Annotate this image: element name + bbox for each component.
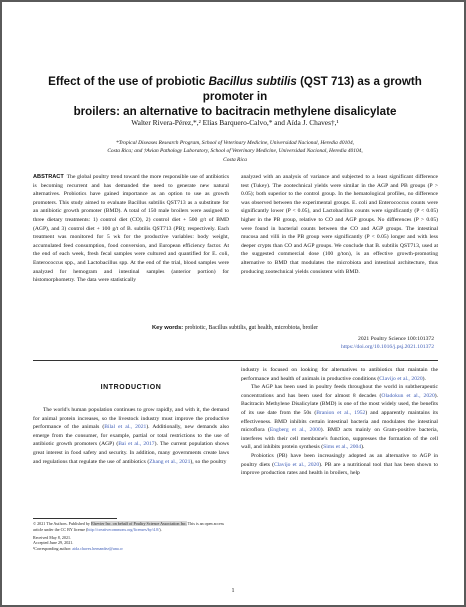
paper-title bbox=[28, 74, 442, 119]
affiliations bbox=[22, 139, 448, 164]
page-number: 1 bbox=[231, 588, 235, 594]
introduction-heading: INTRODUCTION bbox=[100, 384, 162, 391]
citation-link[interactable]: Bai et al., 2017 bbox=[118, 441, 155, 448]
copyright-notice: © 2021 The Authors. Published by Elsevier Inc. on behalf of Poultry Science Association Inc. This is an open access article under the CC BY license (http://creativecommons.org/licenses/by/4.0/). bbox=[33, 521, 225, 532]
author-list: Walter Rivera-Pérez,*,² Elías Barquero-Calvo,* and Aída J. Chaves†,¹ bbox=[131, 118, 339, 127]
citation-link[interactable]: Bilal et al., 2021 bbox=[104, 424, 147, 431]
email-link[interactable]: aida.chaves.hernandez@una.cr bbox=[72, 546, 123, 552]
abstract-right-column: analyzed with an analysis of variance and subjected to a least significant difference test (Tukey). The zootechnical yields were similar in the AGP and PB groups (P > 0.05); both superior to the control group. In the hematological profiles, no difference was observed between the experimental groups. E. coli and Enterococcus counts were significantly lower (P < 0.05), and Lactobacillus counts were significantly (P < 0.05) higher in the PB group, relative to CO and AGP groups. No differences (P > 0.05) were found in bacterial counts between the CO and AGP groups. The intestinal mucosa and villi in the PB group were significantly (P < 0.05) longer and with less deeper crypts than CO and AGP groups. We conclude that B. subtilis QST713, used at the suggested commercial dose (100 g/ton), is an effective growth-promoting alternative to BMD that modulates the microbiota and intestinal architecture, thus producing zootechnical yields consistent with BMD. bbox=[241, 174, 438, 275]
citation-link[interactable]: Clavijo et al., 2020 bbox=[274, 461, 320, 468]
affiliation-line: *Tropical Diseases Research Program, School of Veterinary Medicine, Universidad Nacional, Heredia 40104, bbox=[116, 140, 354, 146]
abstract-text: The global poultry trend toward the more responsible use of antibiotics is becoming recurrent and has demanded the need to generate new natural alternatives. Probiotics have gained importance as an option to use as growth promoters. This study aimed to evaluate Bacillus subtilis QST713 as a substitute for an antibiotic growth promoter (BMD). A total of 150 male broilers were assigned to three dietary treatments: 1) control diet (CO), 2) control diet + 500 g/t of BMD (AGP), and 3) control diet + 100 g/t of B. subtilis QST713 (PB); respectively. Each treatment was monitored for 5 wk for the productive variables: body weight, accumulated feed consumption, food conversion, and European efficiency factor. At the end of each week, fresh fecal samples were cultured and quantified for E. coli, Enterococcus spp., and Lactobacillus spp. At the end of the trial, blood samples were analyzed for hemogram and intestinal samples (anterior portion) for histomorphometry. The data were statistically bbox=[33, 174, 229, 284]
introduction-right-column bbox=[241, 366, 438, 478]
intro-paragraph: The AGP has been used in poultry feeds throughout the world in subtherapeutic concentrations and has been used for almost 8 decades (Oladokun et al., 2020). Bacitracin Methylene Disalicylate (BMD) is one of the most widely used, the benefits of its use date from the 50s (Branion et al., 1952) and apparently maintains its effectiveness. BMD inhibits certain intestinal bacteria and modulates the intestinal microflora (Engberg et al., 2000). BMD acts mainly on Gram-positive bacteria, interferes with their cell membrane's function, suppresses the formation of the cell wall, and inhibits protein synthesis (Sims et al., 2004). bbox=[241, 384, 439, 451]
keywords-text: probiotic, Bacillus subtilis, gut health, microbiota, broiler bbox=[184, 325, 318, 331]
section-divider bbox=[33, 360, 438, 361]
journal-citation: 2021 Poultry Science 100:101372 bbox=[358, 336, 434, 342]
title-line-2: broilers: an alternative to bacitracin methylene disalicylate bbox=[73, 105, 397, 118]
corresponding-author: ¹Corresponding author: aida.chaves.hernandez@una.cr bbox=[33, 546, 123, 552]
journal-info bbox=[341, 335, 434, 351]
citation-link[interactable]: Clavijo et al., 2020 bbox=[379, 375, 423, 382]
citation-link[interactable]: Oladokun et al., 2020 bbox=[381, 392, 435, 399]
citation-link[interactable]: Sims et al., 2004 bbox=[323, 444, 362, 451]
title-species: Bacillus subtilis bbox=[208, 75, 297, 88]
license-link[interactable]: http://creativecommons.org/licenses/by/4.0/ bbox=[87, 526, 160, 532]
citation-link[interactable]: Zhang et al., 2021 bbox=[149, 458, 191, 465]
affiliation-line: Costa Rica; and †Avian Pathology Laboratory, School of Veterinary Medicine, Universidad Nacional, Heredia 40104, bbox=[107, 148, 363, 155]
intro-paragraph: The world's human population continues to grow rapidly, and with it, the demand for animal protein increases, so the livestock industry must improve the productive performance of the animals (Bilal et al., 2021). Additionally, new demands also emerge from the consumer, for example, partial or total restrictions to the use of antibiotic growth promoters (AGP) (Bai et al., 2017). The current population shows great interest in food safety and security. In addition, many governments create laws and regulations that regulate the use of antibiotics (Zhang et al., 2021), so the poultry bbox=[33, 407, 229, 465]
title-text: Effect of the use of probiotic bbox=[48, 75, 209, 88]
citation-link[interactable]: Branion et al., 1952 bbox=[316, 409, 366, 416]
paper-page bbox=[2, 2, 464, 605]
accepted-date: Accepted June 29, 2021. bbox=[33, 540, 74, 546]
affiliation-line: Costa Rica bbox=[223, 156, 247, 163]
publisher-highlight: Elsevier Inc. on behalf of Poultry Science Association Inc. bbox=[90, 521, 187, 526]
footnote bbox=[33, 521, 233, 552]
citation-link[interactable]: Engberg et al., 2000 bbox=[269, 427, 321, 434]
keywords-label: Key words: bbox=[151, 325, 184, 331]
intro-paragraph: Probiotics (PB) have been increasingly adopted as an alternative to AGP in poultry diets (Clavijo et al., 2020). PB are a nutritional tool that has been shown to improve production rates and health in broilers, help bbox=[241, 452, 438, 477]
footnote-divider bbox=[33, 518, 117, 519]
introduction-left-column bbox=[33, 406, 229, 466]
received-date: Received May 8, 2021. bbox=[33, 534, 72, 540]
abstract-heading: ABSTRACT bbox=[33, 174, 64, 180]
keywords bbox=[22, 324, 448, 332]
title-text: (QST 713) as a growth promoter in bbox=[202, 75, 422, 103]
intro-paragraph: industry is focused on looking for alternatives to antibiotics that maintain the performance and health of animals in productive conditions (Clavijo et al., 2020). bbox=[241, 367, 438, 382]
doi-link[interactable]: https://doi.org/10.1016/j.psj.2021.101372 bbox=[341, 344, 434, 350]
abstract-left-column bbox=[33, 173, 229, 285]
